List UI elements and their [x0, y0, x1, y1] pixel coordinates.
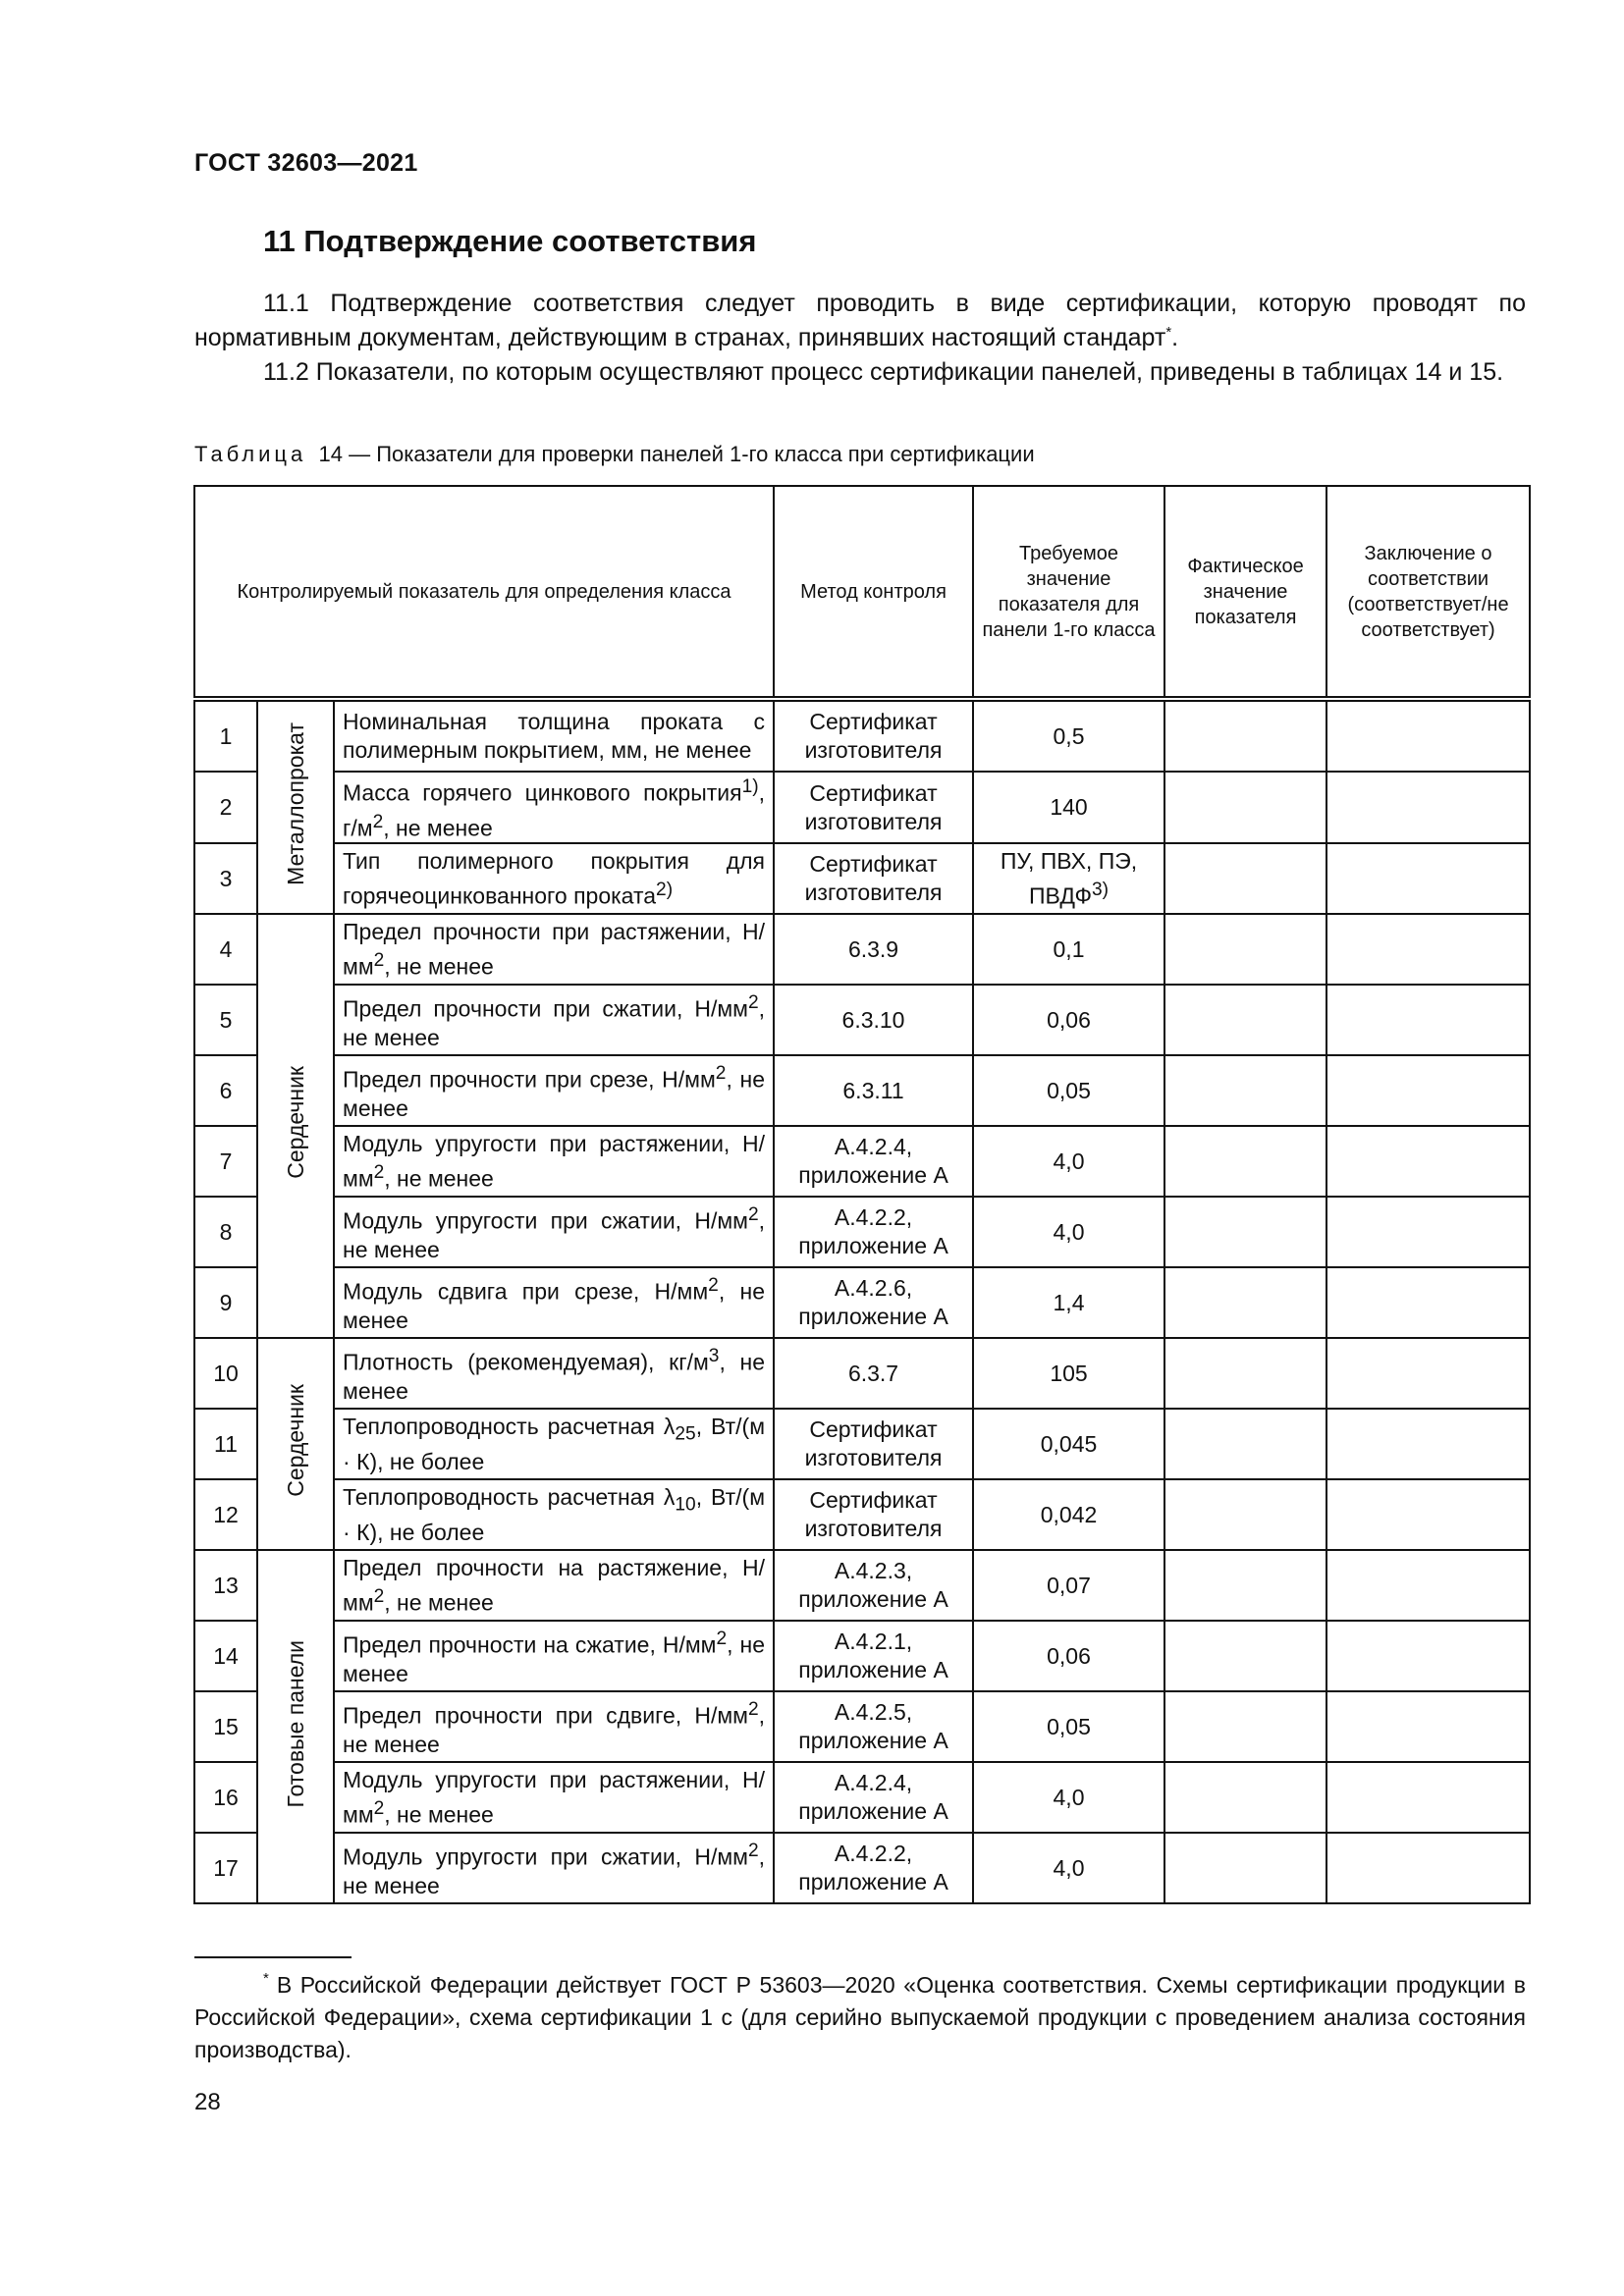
conclusion-cell: [1326, 1550, 1530, 1621]
required-value-cell: [973, 1126, 1164, 1197]
indicator-cell: [334, 914, 774, 985]
table-row: [194, 1197, 1530, 1267]
method-cell: Сертификат изготовителя: [774, 701, 973, 772]
paragraph-text: 11.2 Показатели, по которым осуществляют процесс сертификации панелей, приведены в таблицах 14 и 15.: [263, 358, 1504, 386]
indicator-text: , не менее: [384, 953, 494, 980]
indicator-cell: [334, 1338, 774, 1409]
required-value-cell: [973, 914, 1164, 985]
group-label: Сердечник: [282, 1384, 308, 1498]
indicator-cell: [334, 1762, 774, 1833]
required-value: 0,06: [1047, 1642, 1091, 1669]
indicator-text: , не менее: [343, 995, 766, 1050]
indicator-text: , г/м: [343, 779, 766, 841]
row-number: 11: [194, 1409, 257, 1479]
row-number: 9: [194, 1267, 257, 1338]
required-value: 0,5: [1053, 722, 1085, 749]
indicator-cell: [334, 1621, 774, 1691]
actual-value-cell: [1164, 1479, 1326, 1550]
table-row: [194, 1338, 1530, 1409]
group-cell: [257, 914, 334, 1338]
row-number: 5: [194, 985, 257, 1055]
indicator-text: Модуль упругости при сжатии, Н/мм: [343, 1843, 748, 1870]
indicator-superscript: 2: [716, 1628, 728, 1649]
method-cell: 6.3.9: [774, 914, 973, 985]
indicator-superscript: 2: [747, 991, 759, 1013]
conclusion-cell: [1326, 1338, 1530, 1409]
indicator-text: Модуль упругости при растяжении, Н/мм: [343, 1130, 766, 1192]
footnote-text: В Российской Федерации действует ГОСТ Р 53603—2020 «Оценка соответствия. Схемы сертификации продукции в Российской Федерации», схема сертификации 1 с (для серийно выпускаемой продукции с проведением анализа состояния производства).: [194, 1972, 1526, 2062]
indicator-text: , не менее: [343, 1631, 766, 1686]
row-number: 12: [194, 1479, 257, 1550]
actual-value-cell: [1164, 1267, 1326, 1338]
required-value: 105: [1050, 1360, 1088, 1386]
actual-value-cell: [1164, 701, 1326, 772]
actual-value-cell: [1164, 1762, 1326, 1833]
indicator-text: Модуль сдвига при срезе, Н/мм: [343, 1278, 709, 1305]
required-value-cell: [973, 1055, 1164, 1126]
group-cell: [257, 1550, 334, 1903]
row-number: 10: [194, 1338, 257, 1409]
indicator-cell: [334, 1055, 774, 1126]
conclusion-cell: [1326, 1267, 1530, 1338]
indicator-text: Предел прочности при сжатии, Н/мм: [343, 995, 748, 1022]
table-row: [194, 1126, 1530, 1197]
header-required: Требуемое значение показателя для панели 1-го класса: [973, 486, 1164, 697]
header-indicator: Контролируемый показатель для определения класса: [194, 486, 774, 697]
required-value: 4,0: [1053, 1218, 1085, 1245]
indicator-superscript: 2: [715, 1062, 727, 1084]
actual-value-cell: [1164, 1338, 1326, 1409]
footnote-mark: *: [1165, 324, 1172, 341]
certification-table: [193, 485, 1531, 1904]
row-number: 2: [194, 772, 257, 843]
required-value-cell: [973, 1479, 1164, 1550]
indicator-text: Масса горячего цинкового покрытия: [343, 779, 742, 806]
table-caption-text: 14 — Показатели для проверки панелей 1-го класса при сертификации: [318, 442, 1035, 466]
group-label: Металлопрокат: [282, 722, 308, 886]
required-value-cell: [973, 1338, 1164, 1409]
indicator-superscript: 3: [708, 1345, 720, 1366]
indicator-text: , не менее: [343, 1066, 766, 1121]
indicator-text: Предел прочности при сдвиге, Н/мм: [343, 1702, 748, 1729]
indicator-text: , не менее: [343, 1702, 766, 1757]
required-value-cell: [973, 1621, 1164, 1691]
section-title: 11 Подтверждение соответствия: [263, 224, 757, 258]
required-value-cell: [973, 1550, 1164, 1621]
indicator-cell: [334, 1126, 774, 1197]
method-cell: Сертификат изготовителя: [774, 1409, 973, 1479]
header-method: Метод контроля: [774, 486, 973, 697]
conclusion-cell: [1326, 701, 1530, 772]
required-value-cell: [973, 1197, 1164, 1267]
required-value: 140: [1050, 794, 1088, 821]
group-label: Сердечник: [282, 1066, 308, 1180]
table-caption-label: Таблица: [194, 442, 307, 466]
indicator-superscript: 2: [373, 1585, 385, 1607]
method-cell: 6.3.10: [774, 985, 973, 1055]
table-body: [194, 697, 1530, 1903]
table-row: [194, 985, 1530, 1055]
required-value: 4,0: [1053, 1854, 1085, 1881]
indicator-superscript: 1): [741, 776, 759, 797]
conclusion-cell: [1326, 1126, 1530, 1197]
actual-value-cell: [1164, 1621, 1326, 1691]
indicator-text: Плотность (рекомендуемая), кг/м: [343, 1349, 709, 1375]
indicator-text: Тип полимерного покрытия для горячеоцинкованного проката: [343, 847, 766, 909]
group-cell: [257, 1338, 334, 1550]
actual-value-cell: [1164, 985, 1326, 1055]
conclusion-cell: [1326, 1833, 1530, 1903]
required-value: 4,0: [1053, 1784, 1085, 1810]
indicator-text: Предел прочности на растяжение, Н/мм: [343, 1554, 766, 1616]
required-value-cell: [973, 1691, 1164, 1762]
row-number: 3: [194, 843, 257, 914]
indicator-cell: [334, 1197, 774, 1267]
table-row: [194, 843, 1530, 914]
required-value-cell: [973, 985, 1164, 1055]
required-value-cell: [973, 772, 1164, 843]
required-value: 1,4: [1053, 1289, 1085, 1315]
required-value: 0,042: [1040, 1501, 1098, 1527]
table-row: [194, 1055, 1530, 1126]
indicator-text: Модуль упругости при растяжении, Н/мм: [343, 1766, 766, 1828]
actual-value-cell: [1164, 1550, 1326, 1621]
method-cell: А.4.2.1, приложение А: [774, 1621, 973, 1691]
indicator-cell: [334, 1691, 774, 1762]
document-code: ГОСТ 32603—2021: [194, 149, 418, 177]
indicator-text: Предел прочности на сжатие, Н/мм: [343, 1631, 717, 1658]
indicator-cell: [334, 1267, 774, 1338]
indicator-text: , не менее: [384, 1165, 494, 1192]
required-value-cell: [973, 1833, 1164, 1903]
method-cell: А.4.2.5, приложение А: [774, 1691, 973, 1762]
indicator-text: Теплопроводность расчетная λ: [343, 1413, 676, 1439]
table-row: [194, 1267, 1530, 1338]
actual-value-cell: [1164, 843, 1326, 914]
indicator-cell: [334, 843, 774, 914]
row-number: 1: [194, 701, 257, 772]
indicator-text: , не менее: [343, 1843, 766, 1898]
indicator-text: Предел прочности при растяжении, Н/мм: [343, 918, 766, 980]
header-actual: Фактическое значение показателя: [1164, 486, 1326, 697]
actual-value-cell: [1164, 1055, 1326, 1126]
table-row: [194, 1762, 1530, 1833]
paragraph-11-1: [194, 287, 1526, 355]
indicator-superscript: 2: [372, 811, 384, 832]
conclusion-cell: [1326, 1197, 1530, 1267]
footnote-rule: [194, 1956, 352, 1958]
table-row: [194, 772, 1530, 843]
paragraph-11-2: [194, 355, 1526, 390]
actual-value-cell: [1164, 1691, 1326, 1762]
required-value: 0,05: [1047, 1077, 1091, 1103]
table-row: [194, 701, 1530, 772]
required-superscript: 3): [1091, 879, 1109, 900]
indicator-text: , Вт/(м · К), не более: [343, 1483, 766, 1546]
required-value: 4,0: [1053, 1148, 1085, 1174]
indicator-text: Модуль упругости при сжатии, Н/мм: [343, 1207, 748, 1234]
footnote-mark: *: [263, 1970, 269, 1987]
indicator-superscript: 2): [656, 879, 674, 900]
conclusion-cell: [1326, 1762, 1530, 1833]
actual-value-cell: [1164, 1126, 1326, 1197]
method-cell: А.4.2.4, приложение А: [774, 1126, 973, 1197]
conclusion-cell: [1326, 1479, 1530, 1550]
page-number: 28: [194, 2089, 221, 2115]
required-value-cell: [973, 843, 1164, 914]
paragraph-end: .: [1171, 324, 1179, 351]
table-row: [194, 1621, 1530, 1691]
method-cell: А.4.2.2, приложение А: [774, 1197, 973, 1267]
indicator-cell: [334, 1479, 774, 1550]
table-row: [194, 1479, 1530, 1550]
required-value-cell: [973, 701, 1164, 772]
table-header-row: [194, 486, 1530, 697]
row-number: 16: [194, 1762, 257, 1833]
actual-value-cell: [1164, 914, 1326, 985]
required-value: 0,07: [1047, 1572, 1091, 1598]
indicator-superscript: 2: [708, 1274, 719, 1296]
actual-value-cell: [1164, 1833, 1326, 1903]
indicator-cell: [334, 701, 774, 772]
row-number: 13: [194, 1550, 257, 1621]
required-value-cell: [973, 1267, 1164, 1338]
method-cell: Сертификат изготовителя: [774, 1479, 973, 1550]
indicator-superscript: 2: [747, 1840, 759, 1861]
indicator-cell: [334, 1409, 774, 1479]
indicator-text: , Вт/(м · К), не более: [343, 1413, 766, 1475]
conclusion-cell: [1326, 772, 1530, 843]
footnote: [194, 1969, 1526, 2066]
header-conclusion: Заключение о соответствии (соответствует/не соответствует): [1326, 486, 1530, 697]
indicator-text: , не менее: [384, 1801, 494, 1828]
required-value-cell: [973, 1762, 1164, 1833]
table-caption: [194, 442, 1035, 467]
indicator-cell: [334, 985, 774, 1055]
required-value: 0,06: [1047, 1006, 1091, 1033]
indicator-text: , не менее: [384, 1589, 494, 1616]
indicator-text: Теплопроводность расчетная λ: [343, 1483, 676, 1510]
method-cell: А.4.2.4, приложение А: [774, 1762, 973, 1833]
conclusion-cell: [1326, 914, 1530, 985]
indicator-subscript: 25: [675, 1423, 696, 1445]
required-value: 0,05: [1047, 1713, 1091, 1739]
indicator-superscript: 2: [747, 1203, 759, 1225]
method-cell: 6.3.11: [774, 1055, 973, 1126]
actual-value-cell: [1164, 772, 1326, 843]
table-row: [194, 914, 1530, 985]
conclusion-cell: [1326, 1691, 1530, 1762]
indicator-text: , не менее: [343, 1207, 766, 1262]
actual-value-cell: [1164, 1409, 1326, 1479]
required-value: 0,045: [1040, 1430, 1098, 1457]
indicator-cell: [334, 1833, 774, 1903]
indicator-superscript: 2: [373, 949, 385, 971]
conclusion-cell: [1326, 1621, 1530, 1691]
row-number: 15: [194, 1691, 257, 1762]
indicator-text: , не менее: [343, 1349, 766, 1404]
conclusion-cell: [1326, 1055, 1530, 1126]
method-cell: А.4.2.2, приложение А: [774, 1833, 973, 1903]
table-row: [194, 1833, 1530, 1903]
indicator-subscript: 10: [675, 1494, 696, 1516]
table-row: [194, 1409, 1530, 1479]
method-cell: Сертификат изготовителя: [774, 772, 973, 843]
group-cell: [257, 701, 334, 914]
method-cell: 6.3.7: [774, 1338, 973, 1409]
row-number: 4: [194, 914, 257, 985]
required-value: 0,1: [1053, 935, 1085, 962]
row-number: 17: [194, 1833, 257, 1903]
row-number: 7: [194, 1126, 257, 1197]
group-label: Готовые панели: [282, 1639, 308, 1808]
row-number: 14: [194, 1621, 257, 1691]
method-cell: А.4.2.3, приложение А: [774, 1550, 973, 1621]
indicator-cell: [334, 772, 774, 843]
indicator-superscript: 2: [373, 1797, 385, 1819]
indicator-superscript: 2: [373, 1161, 385, 1183]
actual-value-cell: [1164, 1197, 1326, 1267]
table-row: [194, 1691, 1530, 1762]
conclusion-cell: [1326, 843, 1530, 914]
indicator-text: , не менее: [343, 1278, 766, 1333]
table-row: [194, 1550, 1530, 1621]
row-number: 8: [194, 1197, 257, 1267]
conclusion-cell: [1326, 985, 1530, 1055]
indicator-text: Предел прочности при срезе, Н/мм: [343, 1066, 716, 1093]
method-cell: Сертификат изготовителя: [774, 843, 973, 914]
required-value: ПУ, ПВХ, ПЭ, ПВДФ: [1000, 847, 1138, 909]
indicator-cell: [334, 1550, 774, 1621]
row-number: 6: [194, 1055, 257, 1126]
conclusion-cell: [1326, 1409, 1530, 1479]
indicator-text: Номинальная толщина проката с полимерным покрытием, мм, не менее: [343, 709, 766, 763]
indicator-text: , не менее: [383, 815, 493, 841]
paragraph-text: 11.1 Подтверждение соответствия следует проводить в виде сертификации, которую проводят по нормативным документам, действующим в странах, принявших настоящий стандарт: [194, 290, 1526, 351]
method-cell: А.4.2.6, приложение А: [774, 1267, 973, 1338]
indicator-superscript: 2: [747, 1698, 759, 1720]
required-value-cell: [973, 1409, 1164, 1479]
